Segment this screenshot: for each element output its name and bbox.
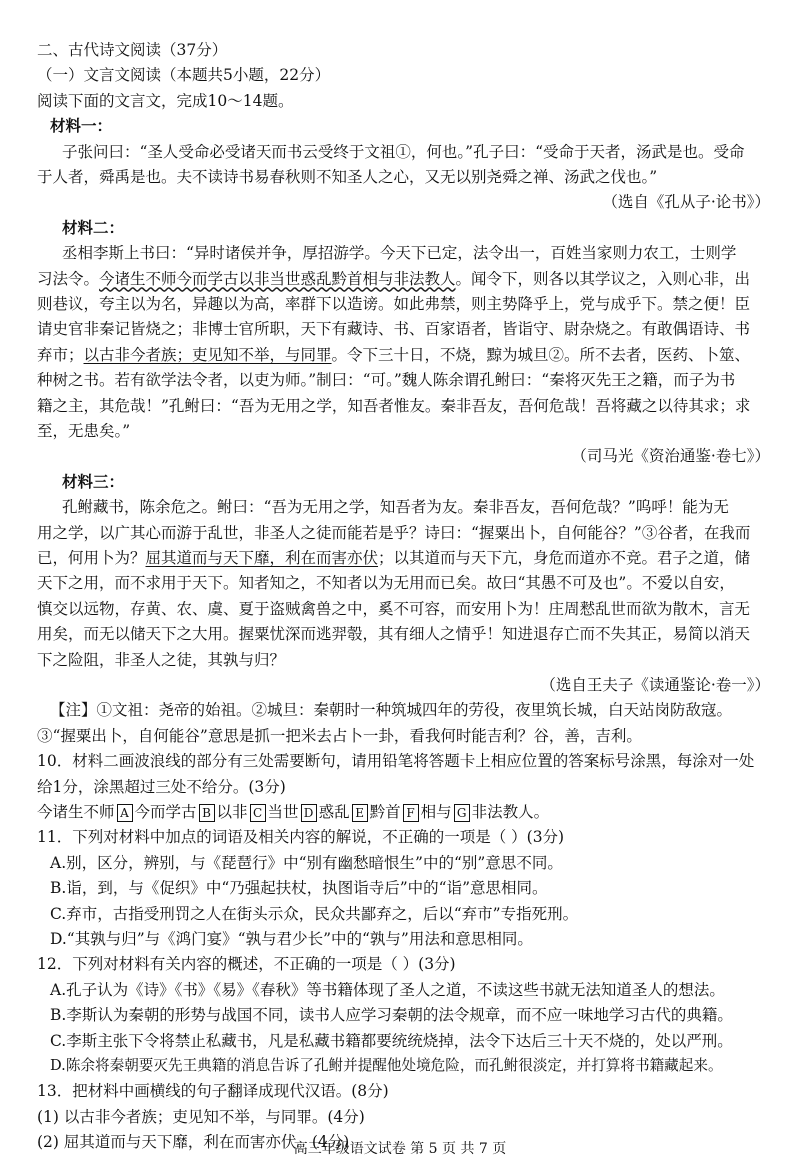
material-1-source: （选自《孔从子·论书》）: [602, 193, 770, 212]
material-1-label: 材料一：: [50, 116, 113, 136]
material-3-line: 孔鲋藏书，陈余危之。鲋曰：“吾为无用之学，知吾者为友。秦非吾友，吾何危哉？”呜呼！能为无: [62, 498, 729, 517]
material-3-line: 下之险阻，非圣人之徒，其孰与归？: [37, 650, 286, 669]
text-segment: 当世: [267, 803, 299, 821]
text-segment: 。令下三十日，不烧，黥为城旦②。所不去者，医药、卜筮、: [331, 345, 751, 364]
material-2-line: 种树之书。若有欲学法令者，以吏为师。”制曰：“可。”魏人陈余谓孔鲋曰：“秦将灭先王之籍，而子为书: [37, 371, 736, 390]
question-10-stem: 给1分，涂黑超过三处不给分。(3分): [37, 777, 286, 796]
text-segment: 弃市；: [37, 345, 84, 364]
text-segment: 相与: [420, 803, 452, 821]
answer-box-d[interactable]: D: [301, 804, 317, 822]
wavy-underlined-sentence: 今诸生不师今而学古以非当世惑乱黔首相与非法教人: [99, 269, 456, 288]
question-13-stem: 13．把材料中画横线的句子翻译成现代汉语。(8分): [37, 1082, 389, 1101]
material-2-label: 材料二：: [62, 217, 125, 237]
material-3-line: 天下之用，而不求用于天下。知者知之，不知者以为无用而已矣。故曰“其愚不可及也”。不爱以自安，: [37, 574, 735, 593]
text-segment: 非法教人。: [471, 803, 550, 821]
material-2-line: 至，无患矣。”: [37, 422, 131, 440]
underlined-sentence-1: 以古非今者族；吏见知不举，与同罪: [83, 345, 332, 364]
answer-box-f[interactable]: F: [403, 804, 419, 822]
text-segment: 以非: [216, 803, 248, 821]
answer-box-e[interactable]: E: [352, 804, 368, 822]
question-12-option-a: A.孔子认为《诗》《书》《易》《春秋》等书籍体现了圣人之道，不读这些书就无法知道圣人的想法。: [50, 980, 725, 999]
answer-box-c[interactable]: C: [250, 804, 266, 822]
text-segment: 黔首: [369, 803, 401, 821]
question-12-option-b: B.李斯认为秦朝的形势与战国不同，读书人应学习秦朝的法令规章，而不应一味地学习古代的典籍。: [50, 1006, 733, 1025]
material-2-line: 丞相李斯上书曰：“异时诸侯并争，厚招游学。今天下已定，法令出一，百姓当家则力农工，士则学: [62, 244, 737, 263]
answer-box-b[interactable]: B: [199, 804, 215, 822]
question-12-stem: 12．下列对材料有关内容的概述，不正确的一项是（ ）(3分): [37, 955, 456, 974]
instruction: 阅读下面的文言文，完成10～14题。: [37, 91, 294, 110]
underlined-sentence-2: 屈其道而与天下靡，利在而害亦伏: [145, 549, 379, 567]
material-2-source: （司马光《资治通鉴·卷七》）: [571, 447, 770, 466]
material-2-line: [37, 267, 773, 291]
answer-box-a[interactable]: A: [117, 804, 133, 822]
text-segment: ；以其道而与天下亢，身危而道亦不竞。君子之道，储: [378, 549, 751, 567]
section-title: 二、古代诗文阅读（37分）: [37, 41, 228, 59]
material-3-line: 用矣，而无以储天下之大用。握粟忧深而逃羿彀，其有细人之情乎！知进退存亡而不失其正，易简以消天: [37, 625, 751, 644]
question-11-option-d: D.“其孰与归”与《鸿门宴》“孰与君少长”中的“孰与”用法和意思相同。: [50, 930, 533, 948]
question-13-sentence-1: (1) 以古非今者族；吏见知不举，与同罪。(4分): [37, 1107, 365, 1126]
question-10-options: [37, 800, 773, 824]
material-2-line: 则巷议，夸主以为名，异趣以为高，率群下以造谤。如此弗禁，则主势降乎上，党与成乎下。禁之便！臣: [37, 295, 751, 313]
question-10-stem: 10．材料二画波浪线的部分有三处需要断句，请用铅笔将答题卡上相应位置的答案标号涂黑，每涂对一处: [37, 752, 755, 771]
material-2-line: [37, 343, 773, 367]
question-11-option-b: B.诣，到，与《促织》中“乃强起扶杖，执图诣寺后”中的“诣”意思相同。: [50, 879, 548, 898]
material-3-line: [37, 546, 773, 570]
question-11-option-c: C.弃市，古指受刑罚之人在街头示众，民众共鄙弃之，后以“弃市”专指死刑。: [50, 904, 579, 923]
material-2-line: 籍之主，其危哉！”孔鲋曰：“吾为无用之学，知吾者惟友。秦非吾友，吾何危哉！吾将藏之以待其求；求: [37, 396, 751, 415]
note-line: 【注】①文祖：尧帝的始祖。②城旦：秦朝时一种筑城四年的劳役，夜里筑长城，白天站岗防敌寇。: [50, 701, 733, 720]
text-segment: 惑乱: [318, 803, 350, 821]
answer-box-g[interactable]: G: [454, 804, 470, 822]
question-11-stem: 11．下列对材料中加点的词语及相关内容的解说，不正确的一项是（ ）(3分): [37, 828, 565, 847]
sub-title: （一）文言文阅读（本题共5小题，22分）: [37, 66, 331, 85]
question-11-option-a: A.别，区分，辨别，与《琵琶行》中“别有幽愁暗恨生”中的“别”意思不同。: [50, 853, 563, 872]
material-3-line: 用之学，以广其心而游于乱世，非圣人之徒而能若是乎？诗曰：“握粟出卜，自何能谷？”③谷者，在我而: [37, 523, 751, 542]
text-segment: 已，何用卜为？: [37, 549, 146, 567]
text-segment: 。闻令下，则各以其学议之，入则心非，出: [455, 269, 751, 288]
material-3-source: （选自王夫子《读通鉴论·卷一》）: [540, 676, 770, 694]
question-12-option-d: D.陈余将秦朝要灭先王典籍的消息告诉了孔鲋并提醒他处境危险，而孔鲋很淡定，并打算将书籍藏起来。: [50, 1057, 723, 1074]
text-segment: 习法令。: [37, 269, 100, 288]
question-12-option-c: C.李斯主张下令将禁止私藏书，凡是私藏书籍都要统统烧掉，法令下达后三十天不烧的，处以严刑。: [50, 1031, 733, 1050]
note-line: ③“握粟出卜，自何能谷”意思是抓一把米去占卜一卦，看我何时能吉利？谷，善，吉利。: [37, 726, 642, 745]
material-3-label: 材料三：: [62, 471, 125, 491]
material-1-line: 子张问曰：“圣人受命必受诸天而书云受终于文祖①，何也。”孔子曰：“受命于天者，汤武是也。受命: [62, 142, 745, 161]
material-2-line: 请史官非秦记皆烧之；非博士官所职，天下有藏诗、书、百家语者，皆诣守、尉杂烧之。有敢偶语诗、书: [37, 320, 751, 339]
page-footer: 高三年级语文试卷 第 5 页 共 7 页: [293, 1141, 507, 1157]
text-segment: 今诸生不师: [37, 803, 115, 821]
question-13-sentence-2: (2) 屈其道而与天下靡，利在而害亦伏。(4分): [37, 1133, 350, 1152]
text-segment: 今而学古: [134, 803, 197, 821]
material-3-line: 慎交以远物，存黄、农、虞、夏于盗贼禽兽之中，奚不可容，而安用卜为！庄周慭乱世而欲为散木，言无: [37, 599, 751, 618]
material-1-line: 于人者，舜禹是也。夫不读诗书易春秋则不知圣人之心，又无以别尧舜之禅、汤武之伐也。”: [37, 168, 658, 186]
